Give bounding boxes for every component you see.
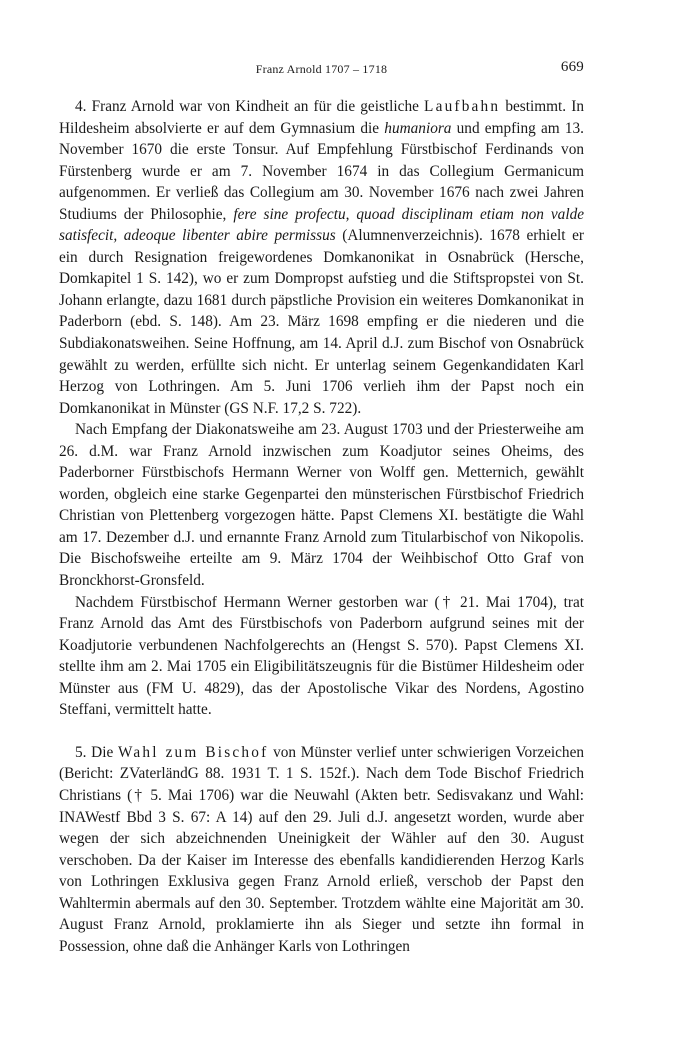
italic-text: fere sine profectu, quoad disciplinam etiam non valde satisfecit, adeoque libenter abire permissus [59,205,585,245]
spaced-emphasis: Laufbahn [424,98,501,115]
text-run: von Münster verlief unter schwierigen Vorzeichen (Bericht: ZVaterländG 88. 1931 T. 1 S. 152f.). Nach dem Tode Bischof Friedrich Christians († 5. Mai 1706) war die Neuwahl (Akten betr. Sedisvakanz und Wahl: INAWestf Bbd 3 S. 67: A 14) auf den 29. Juli d.J. angesetzt worden, wurde aber wegen der sich abzeichnenden Uneinigkeit der Wähler auf den 30. August verschoben. Da der Kaiser im Interesse des ebenfalls kandidierenden Herzog Karls von Lothringen Exklusiva gegen Franz Arnold erließ, verschob der Papst den Wahltermin abermals auf den 30. September. Trotzdem wählte eine Majorität am 30. August Franz Arnold, proklamierte ihn als Sieger und setzte ihn formal in Possession, ohne daß die Anhänger Karls von Lothringen [59,743,585,955]
body-text [59,96,584,957]
italic-text: humaniora [384,119,452,137]
text-run: bestimmt. In Hildesheim absolvierte er auf dem Gymnasium die [59,98,585,137]
paragraph-koadjutor [59,419,584,591]
paragraph-section-4 [59,96,584,419]
text-run: 5. Die [75,743,118,761]
text-run: Nachdem Fürstbischof Hermann Werner gestorben war († 21. Mai 1704), trat Franz Arnold das Amt des Fürstbischofs von Paderborn aufgrund seines mit der Koadjutorie verbundenen Nachfolgerechts an (Hengst S. 570). Papst Clemens XI. stellte ihm am 2. Mai 1705 ein Eligibilitätszeugnis für die Bistümer Hildesheim oder Münster aus (FM U. 4829), das der Apostolische Vikar des Nordens, Agostino Steffani, vermittelt hatte. [59,593,584,719]
page [59,0,584,957]
text-run: und empfing am 13. November 1670 die erste Tonsur. Auf Empfehlung Fürstbischof Ferdinands von Fürstenberg wurde er am 7. November 1674 in das Collegium Germanicum aufgenommen. Er verließ das Collegium am 30. November 1676 nach zwei Jahren Studiums der Philosophie, [59,119,584,223]
text-run: (Alumnenverzeichnis). 1678 erhielt er ein durch Resignation freigewordenes Domkanonikat in Osnabrück (Hersche, Domkapitel 1 S. 142), wo er zum Dompropst aufstieg und die Stiftspropstei von St. Johann erlangte, dazu 1681 durch päpstliche Provision ein weiteres Domkanonikat in Paderborn (ebd. S. 148). Am 23. März 1698 empfing er die niederen und die Subdiakonatsweihen. Seine Hoffnung, am 14. April d.J. zum Bischof von Osnabrück gewählt zu werden, erfüllte sich nicht. Er unterlag seinem Gegenkandidaten Karl Herzog von Lothringen. Am 5. Juni 1706 verlieh ihm der Papst noch ein Domkanonikat in Münster (GS N.F. 17,2 S. 722). [59,227,584,417]
spaced-emphasis: Wahl zum Bischof [117,743,269,761]
running-title: Franz Arnold 1707 – 1718 [255,62,388,76]
running-head [59,59,584,82]
paragraph-paderborn [59,592,584,721]
text-run: 4. Franz Arnold war von Kindheit an für die geistliche [75,98,425,115]
text-run: Nach Empfang der Diakonatsweihe am 23. August 1703 und der Priesterweihe am 26. d.M. war Franz Arnold inzwischen zum Koadjutor seines Oheims, des Paderborner Fürstbischofs Hermann Werner von Wolff gen. Metternich, gewählt worden, obgleich eine starke Gegenpartei den münsterischen Fürstbischof Friedrich Christian von Plettenberg vorgezogen hätte. Papst Clemens XI. bestätigte die Wahl am 17. Dezember d.J. und ernannte Franz Arnold zum Titularbischof von Nikopolis. Die Bischofsweihe erteilte am 9. März 1704 der Weihbischof Otto Graf von Bronckhorst-Gronsfeld. [59,421,584,590]
paragraph-section-5 [59,742,584,957]
page-number: 669 [560,59,584,75]
